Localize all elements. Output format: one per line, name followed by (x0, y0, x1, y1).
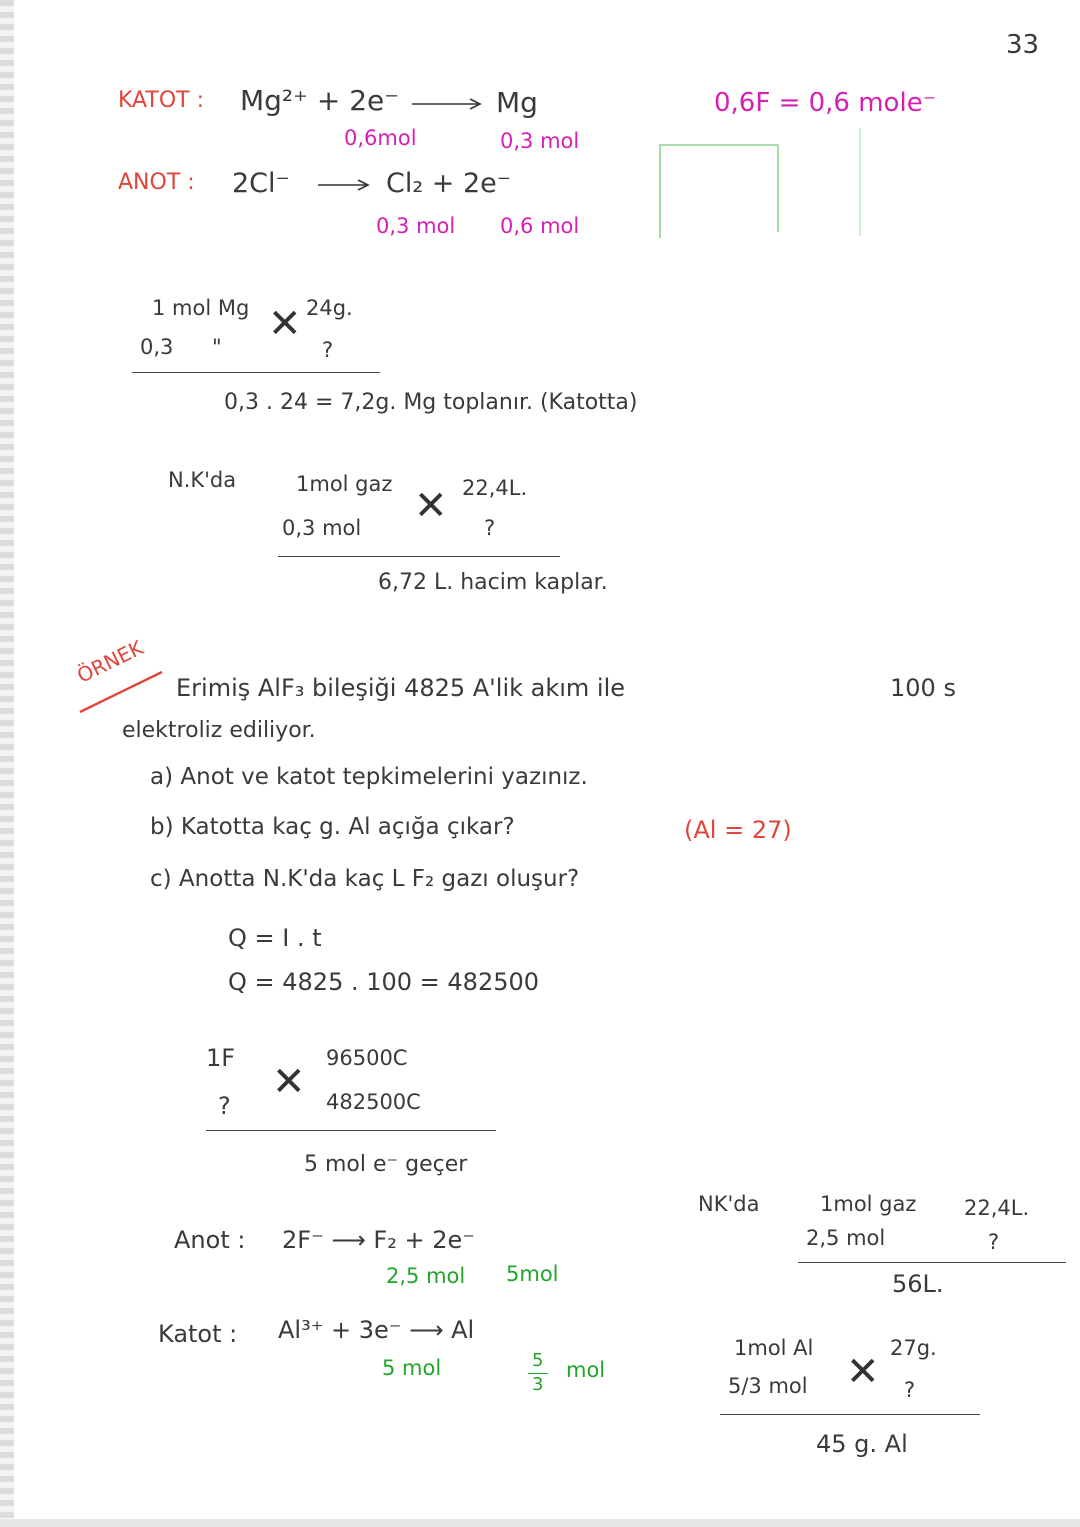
f2-result: 56L. (892, 1270, 944, 1298)
faraday-row2-left: ? (218, 1092, 231, 1120)
mg-divider (132, 372, 380, 373)
mg-row1-right: 24g. (306, 296, 353, 320)
gas-row2-right: ? (484, 516, 496, 540)
gas-row1-left: 1mol gaz (296, 472, 393, 496)
f2-row1-right: 22,4L. (964, 1196, 1030, 1220)
mg-row1-left: 1 mol Mg (152, 296, 250, 320)
katot-mol-mg: 0,3 mol (500, 129, 580, 153)
cross-multiply-icon: ✕ (414, 483, 448, 529)
f2-divider (798, 1262, 1066, 1263)
question-b-note: (Al = 27) (684, 816, 792, 844)
al-result: 45 g. Al (816, 1430, 908, 1458)
gas-result: 6,72 L. hacim kaplar. (378, 570, 608, 595)
f2-prefix: NK'da (698, 1192, 760, 1216)
alf3-anot-mol-f2: 2,5 mol (386, 1264, 466, 1288)
katot-label: KATOT : (118, 88, 204, 113)
anot-mol-cl2: 0,3 mol (376, 214, 456, 238)
question-a: a) Anot ve katot tepkimelerini yazınız. (150, 764, 588, 790)
question-c: c) Anotta N.K'da kaç L F₂ gazı oluşur? (150, 866, 580, 892)
page-number: 33 (1006, 30, 1040, 60)
gas-prefix: N.K'da (168, 468, 237, 492)
question-b: b) Katotta kaç g. Al açığa çıkar? (150, 814, 515, 840)
al-row1-right: 27g. (890, 1336, 937, 1360)
electrolysis-cell-sketch (660, 145, 778, 238)
mg-result: 0,3 . 24 = 7,2g. Mg toplanır. (Katotta) (224, 390, 638, 415)
katot-mol-electron: 0,6mol (344, 126, 417, 150)
faraday-row1-left: 1F (206, 1044, 236, 1072)
charge-substitution: Q = 4825 . 100 = 482500 (228, 968, 540, 996)
mg-row2-ditto: " (212, 335, 222, 359)
cross-multiply-icon: ✕ (268, 301, 302, 347)
f2-row1-left: 1mol gaz (820, 1192, 917, 1216)
problem-line1: Erimiş AlF₃ bileşiği 4825 A'lik akım ile (176, 674, 626, 702)
gas-row1-right: 22,4L. (462, 476, 528, 500)
f2-row2-left: 2,5 mol (806, 1226, 886, 1250)
mg-row2-left: 0,3 (140, 335, 174, 359)
katot-equation: Mg²⁺ + 2e⁻ (240, 84, 400, 117)
al-row2-left: 5/3 mol (728, 1374, 808, 1398)
mg-row2-right: ? (322, 338, 334, 362)
problem-time: 100 s (890, 674, 956, 702)
faraday-note: 0,6F = 0,6 mole⁻ (714, 88, 937, 118)
faraday-result: 5 mol e⁻ geçer (304, 1152, 468, 1177)
alf3-katot-label: Katot : (158, 1320, 238, 1348)
al-row1-left: 1mol Al (734, 1336, 814, 1360)
al-row2-right: ? (904, 1378, 916, 1402)
problem-line2: elektroliz ediliyor. (122, 718, 316, 743)
al-divider (720, 1414, 980, 1415)
alf3-katot-al-numerator: 5 (532, 1350, 544, 1371)
alf3-katot-al-unit: mol (566, 1358, 606, 1382)
cross-multiply-icon: ✕ (272, 1059, 306, 1105)
alf3-katot-mol-electron: 5 mol (382, 1356, 442, 1380)
alf3-anot-mol-electron: 5mol (506, 1262, 559, 1286)
alf3-katot-al-denominator: 3 (532, 1374, 544, 1395)
katot-product: Mg (496, 86, 538, 119)
faraday-row1-right: 96500C (326, 1046, 408, 1070)
anot-product: Cl₂ + 2e⁻ (386, 168, 512, 199)
alf3-katot-equation: Al³⁺ + 3e⁻ ⟶ Al (278, 1316, 475, 1344)
faraday-divider (206, 1130, 496, 1131)
cross-multiply-icon: ✕ (846, 1349, 880, 1395)
faraday-row2-right: 482500C (326, 1090, 421, 1114)
charge-formula: Q = I . t (228, 924, 322, 952)
gas-divider (278, 556, 560, 557)
anot-label: ANOT : (118, 170, 195, 195)
page-bottom-edge (0, 1519, 1080, 1527)
anot-mol-electron: 0,6 mol (500, 214, 580, 238)
alf3-anot-equation: 2F⁻ ⟶ F₂ + 2e⁻ (282, 1226, 475, 1254)
anot-equation: 2Cl⁻ (232, 168, 290, 199)
f2-row2-right: ? (988, 1230, 1000, 1254)
gas-row2-left: 0,3 mol (282, 516, 362, 540)
example-label: ÖRNEK (73, 635, 147, 688)
alf3-anot-label: Anot : (174, 1226, 246, 1254)
